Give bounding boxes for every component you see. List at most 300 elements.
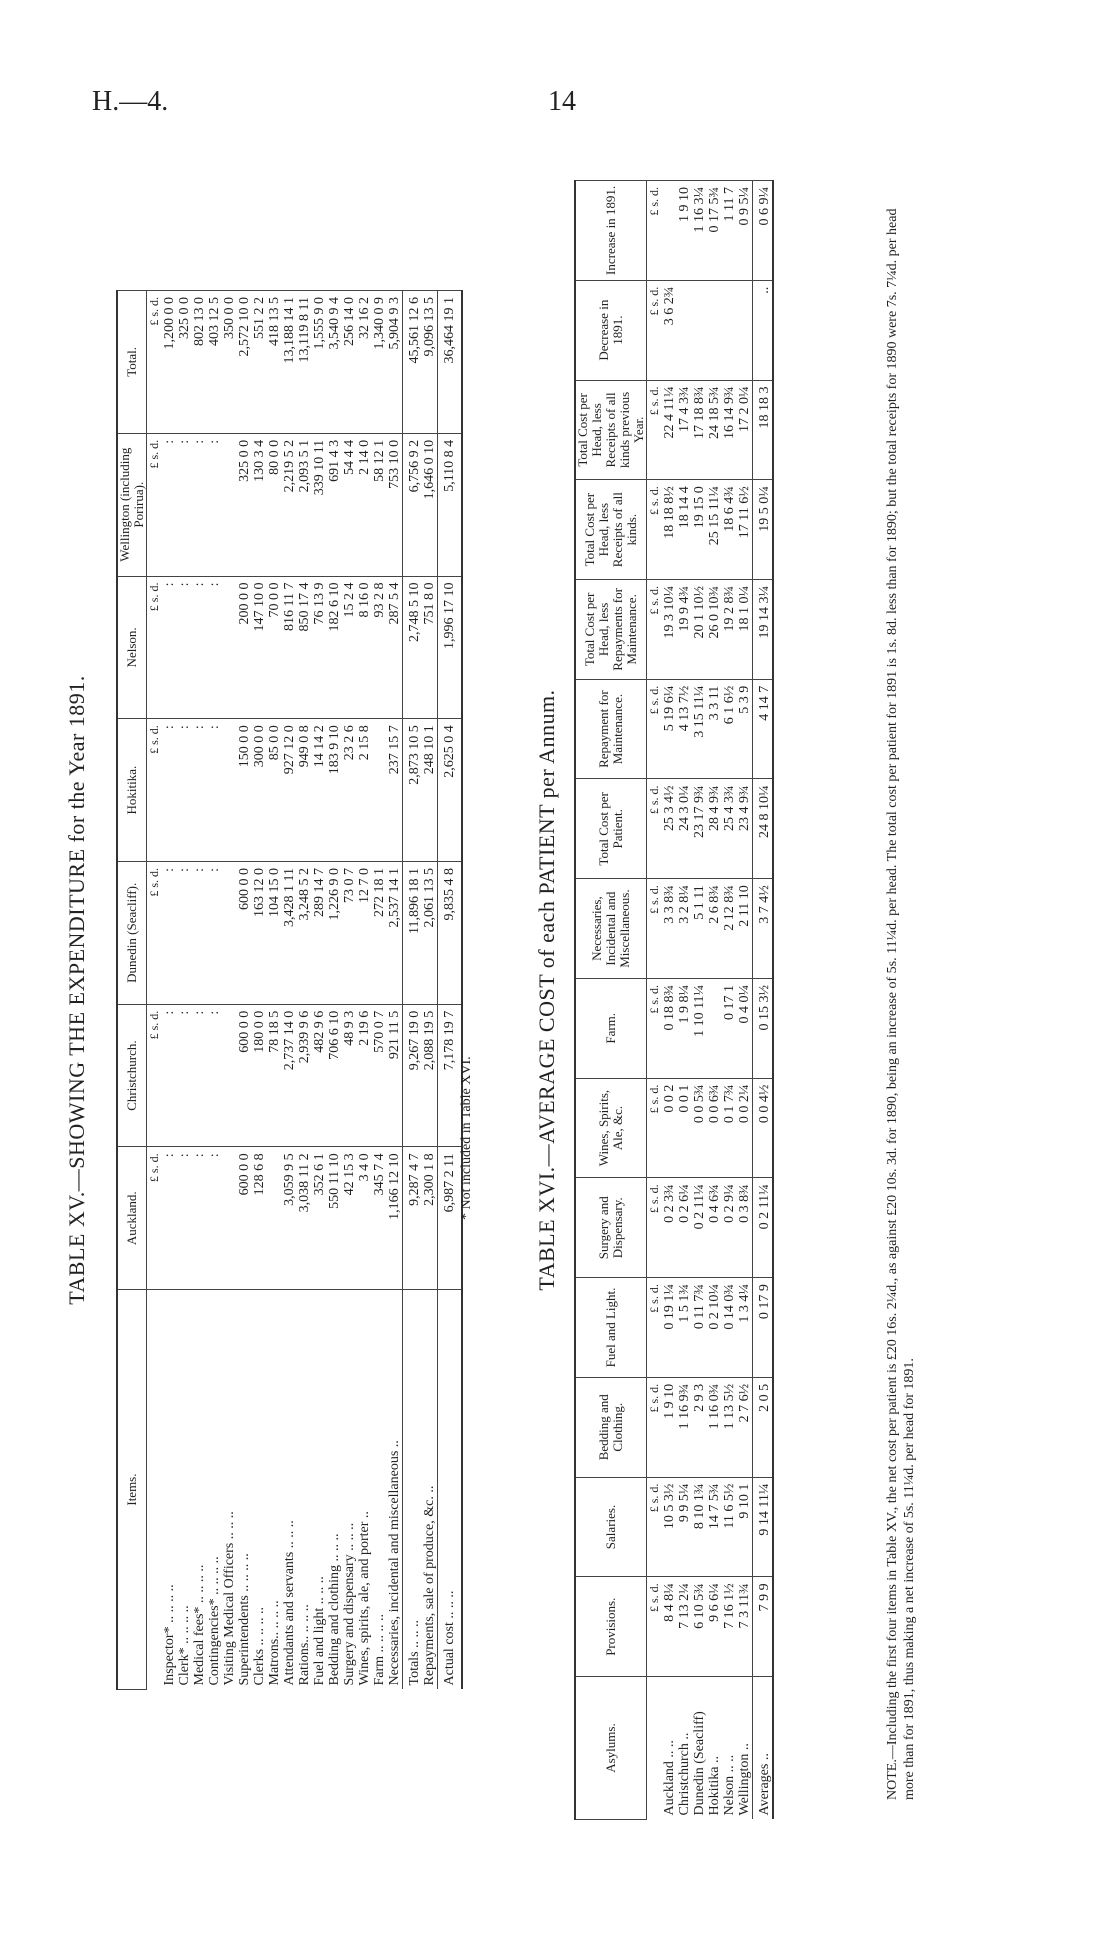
amount-cell: 2 6 8¾: [707, 879, 722, 979]
amount-cell: 6 1 6½: [722, 679, 737, 779]
table16-title: TABLE XVI.—AVERAGE COST of each PATIENT per Annum.: [534, 689, 559, 1291]
amount-cell: 691 4 3: [327, 433, 342, 576]
amount-cell: 3,059 9 5: [282, 1147, 297, 1290]
amount-cell: 15 2 4: [342, 576, 357, 719]
amount-cell: 2,300 1 8: [422, 1147, 438, 1290]
amount-cell: 12 7 0: [357, 861, 372, 1004]
amount-cell: 927 12 0: [282, 719, 297, 862]
amount-cell: 48 9 3: [342, 1004, 357, 1147]
amount-cell: 7 3 11¾: [737, 1577, 753, 1677]
amount-cell: [222, 719, 237, 862]
unit-label: £ s. d.: [647, 1577, 663, 1677]
amount-cell: 600 0 0: [237, 861, 252, 1004]
amount-cell: 9 6 6¼: [707, 1577, 722, 1677]
amount-cell: 17 4 3¾: [677, 380, 692, 480]
amount-cell: 1,646 0 10: [422, 433, 438, 576]
amount-cell: 147 10 0: [252, 576, 267, 719]
amount-cell: 1,200 0 0: [162, 291, 177, 434]
amount-cell: 0 18 8¾: [662, 978, 677, 1078]
unit-label: £ s. d.: [647, 480, 663, 580]
table16-col-header: Necessaries, Incidental and Miscellaneous.: [575, 879, 647, 979]
item-label: Clerk* .. .. .. ..: [177, 1290, 192, 1690]
amount-cell: 0 6 9¼: [753, 181, 774, 281]
amount-cell: 28 4 9¾: [707, 779, 722, 879]
amount-cell: 5 1 11: [692, 879, 707, 979]
table16-header-row: [575, 181, 647, 1820]
amount-cell: 0 3 8¾: [737, 1178, 753, 1278]
amount-cell: 7 9 9: [753, 1577, 774, 1677]
amount-cell: 4 14 7: [753, 679, 774, 779]
table-row: [222, 291, 237, 1690]
item-label: Fuel and light .. .. ..: [312, 1290, 327, 1690]
amount-cell: 237 15 7: [387, 719, 403, 862]
amount-cell: [372, 719, 387, 862]
asylum-label: Nelson .. ..: [722, 1677, 737, 1820]
table15-col-dunedin: Dunedin (Seacliff).: [117, 861, 147, 1004]
amount-cell: [222, 576, 237, 719]
amount-cell: 570 0 7: [372, 1004, 387, 1147]
amount-cell: :: [192, 433, 207, 576]
amount-cell: 2,088 19 5: [422, 1004, 438, 1147]
amount-cell: 22 4 11¼: [662, 380, 677, 480]
item-label: Visiting Medical Officers .. .. ..: [222, 1290, 237, 1690]
running-header: H.—4.: [92, 86, 169, 117]
amount-cell: 272 18 1: [372, 861, 387, 1004]
amount-cell: 85 0 0: [267, 719, 282, 862]
amount-cell: 8 4 8¼: [662, 1577, 677, 1677]
amount-cell: :: [162, 1147, 177, 1290]
amount-cell: :: [162, 576, 177, 719]
amount-cell: 183 9 10: [327, 719, 342, 862]
amount-cell: 54 4 4: [342, 433, 357, 576]
amount-cell: 2 9 3: [692, 1377, 707, 1477]
amount-cell: 11 6 5½: [722, 1477, 737, 1577]
amount-cell: 2,061 13 5: [422, 861, 438, 1004]
amount-cell: 26 0 10¾: [707, 580, 722, 680]
table16-col-header: Surgery and Dispensary.: [575, 1178, 647, 1278]
amount-cell: 14 14 2: [312, 719, 327, 862]
table15-title: TABLE XV.—SHOWING THE EXPENDITURE for the Year 1891.: [64, 675, 89, 1305]
unit-label: £ s. d.: [647, 1477, 663, 1577]
table16-col-header: Total Cost per Head, less Receipts of all kinds previous Year.: [575, 380, 647, 480]
table15-col-christchurch: Christchurch.: [117, 1004, 147, 1147]
amount-cell: 18 18 8½: [662, 480, 677, 580]
amount-cell: 9 14 11¼: [753, 1477, 774, 1577]
amount-cell: 350 0 0: [222, 291, 237, 434]
table-row: [237, 291, 252, 1690]
amount-cell: 9,096 13 5: [422, 291, 438, 434]
table-row: [312, 291, 327, 1690]
repayments-row: [422, 291, 438, 1690]
table16-body: [647, 181, 774, 1820]
table-row: [177, 291, 192, 1690]
amount-cell: 182 6 10: [327, 576, 342, 719]
amount-cell: 9 9 5¼: [677, 1477, 692, 1577]
amount-cell: 3 6 2¾: [662, 280, 677, 380]
asylum-label: Auckland .. ..: [662, 1677, 677, 1820]
amount-cell: [222, 861, 237, 1004]
amount-cell: 18 6 4¾: [722, 480, 737, 580]
item-label: Surgery and dispensary .. .. ..: [342, 1290, 357, 1690]
amount-cell: 3 15 11¼: [692, 679, 707, 779]
amount-cell: [707, 280, 722, 380]
amount-cell: 339 10 11: [312, 433, 327, 576]
amount-cell: 600 0 0: [237, 1147, 252, 1290]
amount-cell: 0 9 5¼: [737, 181, 753, 281]
amount-cell: 2,537 14 1: [387, 861, 403, 1004]
amount-cell: 19 15 0: [692, 480, 707, 580]
amount-cell: [222, 1147, 237, 1290]
amount-cell: 600 0 0: [237, 1004, 252, 1147]
amount-cell: 7,178 19 7: [438, 1004, 463, 1147]
amount-cell: 2,737 14 0: [282, 1004, 297, 1147]
table-row: [662, 181, 677, 1820]
amount-cell: 1,340 0 9: [372, 291, 387, 434]
amount-cell: 200 0 0: [237, 576, 252, 719]
amount-cell: :: [207, 1147, 222, 1290]
table16-col-header: Total Cost per Head, less Repayments for Maintenance.: [575, 580, 647, 680]
amount-cell: 13,119 8 11: [297, 291, 312, 434]
table16-col-header: Total Cost per Head, less Receipts of all kinds.: [575, 480, 647, 580]
amount-cell: 0 4 0¼: [737, 978, 753, 1078]
amount-cell: 76 13 9: [312, 576, 327, 719]
item-label: Totals .. .. ..: [403, 1290, 423, 1690]
amount-cell: [707, 978, 722, 1078]
unit-label: £ s. d.: [647, 1278, 663, 1378]
amount-cell: 289 14 7: [312, 861, 327, 1004]
amount-cell: 2,625 0 4: [438, 719, 463, 862]
unit-label: £ s. d.: [647, 679, 663, 779]
amount-cell: 78 18 5: [267, 1004, 282, 1147]
amount-cell: [737, 280, 753, 380]
unit-label: £ s. d.: [147, 576, 163, 719]
amount-cell: 7 16 1½: [722, 1577, 737, 1677]
amount-cell: 23 4 9¾: [737, 779, 753, 879]
amount-cell: :: [192, 861, 207, 1004]
amount-cell: 80 0 0: [267, 433, 282, 576]
amount-cell: 2,748 5 10: [403, 576, 423, 719]
amount-cell: 256 14 0: [342, 291, 357, 434]
amount-cell: 751 8 0: [422, 576, 438, 719]
amount-cell: 1 5 1¾: [677, 1278, 692, 1378]
amount-cell: 325 0 0: [237, 433, 252, 576]
amount-cell: 2,572 10 0: [237, 291, 252, 434]
amount-cell: :: [162, 861, 177, 1004]
amount-cell: 6 10 5¾: [692, 1577, 707, 1677]
amount-cell: 551 2 2: [252, 291, 267, 434]
amount-cell: 163 12 0: [252, 861, 267, 1004]
item-label: Clerks .. .. .. ..: [252, 1290, 267, 1690]
amount-cell: 9 10 1: [737, 1477, 753, 1577]
amount-cell: 0 17 9: [753, 1278, 774, 1378]
amount-cell: 9,835 4 8: [438, 861, 463, 1004]
unit-label: £ s. d.: [647, 1178, 663, 1278]
table-row: [162, 291, 177, 1690]
table15-col-hokitika: Hokitika.: [117, 719, 147, 862]
amount-cell: 2 19 6: [357, 1004, 372, 1147]
table-row: [327, 291, 342, 1690]
amount-cell: 921 11 5: [387, 1004, 403, 1147]
table-row: [722, 181, 737, 1820]
amount-cell: 8 10 1¾: [692, 1477, 707, 1577]
unit-label: £ s. d.: [647, 879, 663, 979]
amount-cell: 816 11 7: [282, 576, 297, 719]
table15-col-wellington: Wellington (including Porirua).: [117, 433, 147, 576]
table-row: [737, 181, 753, 1820]
amount-cell: 7 13 2¼: [677, 1577, 692, 1677]
item-label: Rations.. .. .. ..: [297, 1290, 312, 1690]
unit-label: £ s. d.: [647, 380, 663, 480]
unit-label: £ s. d.: [647, 580, 663, 680]
amount-cell: 802 13 0: [192, 291, 207, 434]
unit-label: £ s. d.: [147, 433, 163, 576]
amount-cell: :: [207, 433, 222, 576]
amount-cell: 2 0 5: [753, 1377, 774, 1477]
amount-cell: 2 15 8: [357, 719, 372, 862]
amount-cell: 45,561 12 6: [403, 291, 423, 434]
table16-col-header: Increase in 1891.: [575, 181, 647, 281]
amount-cell: [722, 280, 737, 380]
table16-col-header: Bedding and Clothing.: [575, 1377, 647, 1477]
table-row: [252, 291, 267, 1690]
item-label: Wines, spirits, ale, and porter ..: [357, 1290, 372, 1690]
item-label: Inspector* .. .. .. ..: [162, 1290, 177, 1690]
unit-label: £ s. d.: [647, 1377, 663, 1477]
amount-cell: :: [192, 1147, 207, 1290]
amount-cell: 2,219 5 2: [282, 433, 297, 576]
amount-cell: 11,896 18 1: [403, 861, 423, 1004]
amount-cell: :: [177, 576, 192, 719]
actual-cost-row: [438, 291, 463, 1690]
amount-cell: 2 7 6½: [737, 1377, 753, 1477]
amount-cell: 5 19 6¼: [662, 679, 677, 779]
amount-cell: 8 16 0: [357, 576, 372, 719]
amount-cell: 418 13 5: [267, 291, 282, 434]
amount-cell: :: [177, 1147, 192, 1290]
amount-cell: :: [162, 433, 177, 576]
amount-cell: 0 2 3¾: [662, 1178, 677, 1278]
amount-cell: 18 1 0¼: [737, 580, 753, 680]
amount-cell: :: [192, 576, 207, 719]
amount-cell: 1 13 5½: [722, 1377, 737, 1477]
table15-items-header: Items.: [117, 1290, 147, 1690]
amount-cell: 3 7 4½: [753, 879, 774, 979]
amount-cell: 42 15 3: [342, 1147, 357, 1290]
amount-cell: 403 12 5: [207, 291, 222, 434]
amount-cell: 24 8 10¼: [753, 779, 774, 879]
amount-cell: 2 11 10: [737, 879, 753, 979]
unit-label: £ s. d.: [647, 978, 663, 1078]
averages-row: [753, 181, 774, 1820]
amount-cell: 1,226 9 0: [327, 861, 342, 1004]
amount-cell: 25 4 3¾: [722, 779, 737, 879]
amount-cell: 0 17 1: [722, 978, 737, 1078]
asylum-label: Wellington ..: [737, 1677, 753, 1820]
amount-cell: 19 9 4¾: [677, 580, 692, 680]
amount-cell: [267, 1147, 282, 1290]
amount-cell: 5,904 9 3: [387, 291, 403, 434]
amount-cell: 0 11 7¾: [692, 1278, 707, 1378]
amount-cell: 0 2 11¼: [753, 1178, 774, 1278]
table15-col-nelson: Nelson.: [117, 576, 147, 719]
amount-cell: 0 0 5¾: [692, 1078, 707, 1178]
amount-cell: 3 4 0: [357, 1147, 372, 1290]
amount-cell: :: [162, 719, 177, 862]
item-label: Bedding and clothing .. .. ..: [327, 1290, 342, 1690]
amount-cell: :: [207, 861, 222, 1004]
table15-footnote: * Not included in Table XVI.: [459, 1056, 474, 1220]
amount-cell: 0 4 6¾: [707, 1178, 722, 1278]
table16-col-header: Farm.: [575, 978, 647, 1078]
amount-cell: 287 5 4: [387, 576, 403, 719]
amount-cell: 73 0 7: [342, 861, 357, 1004]
amount-cell: 1 16 3¼: [692, 181, 707, 281]
unit-label: £ s. d.: [647, 779, 663, 879]
amount-cell: 3,540 9 4: [327, 291, 342, 434]
amount-cell: 18 14 4: [677, 480, 692, 580]
amount-cell: 3 3 11: [707, 679, 722, 779]
amount-cell: 58 12 1: [372, 433, 387, 576]
table15-header-row: [117, 291, 147, 1690]
amount-cell: 850 17 4: [297, 576, 312, 719]
amount-cell: 17 18 8¾: [692, 380, 707, 480]
table16-col-header: Salaries.: [575, 1477, 647, 1577]
asylum-label: Dunedin (Seacliff): [692, 1677, 707, 1820]
amount-cell: 4 13 7½: [677, 679, 692, 779]
amount-cell: 3 3 8¾: [662, 879, 677, 979]
unit-label: £ s. d.: [147, 861, 163, 1004]
amount-cell: 23 2 6: [342, 719, 357, 862]
amount-cell: 0 15 3½: [753, 978, 774, 1078]
table-row: [207, 291, 222, 1690]
amount-cell: 325 0 0: [177, 291, 192, 434]
table16-col-header: Wines, Spirits, Ale, &c.: [575, 1078, 647, 1178]
amount-cell: 706 6 10: [327, 1004, 342, 1147]
table15-unit-row: [147, 291, 163, 1690]
amount-cell: 25 3 4½: [662, 779, 677, 879]
amount-cell: 93 2 8: [372, 576, 387, 719]
table-row: [282, 291, 297, 1690]
amount-cell: 0 0 1: [677, 1078, 692, 1178]
unit-label: £ s. d.: [647, 280, 663, 380]
table15-col-auckland: Auckland.: [117, 1147, 147, 1290]
item-label: Matrons.. .. .. ..: [267, 1290, 282, 1690]
amount-cell: 1 9 10: [677, 181, 692, 281]
amount-cell: :: [192, 1004, 207, 1147]
asylum-label: Averages ..: [753, 1677, 774, 1820]
amount-cell: 18 18 3: [753, 380, 774, 480]
amount-cell: 17 11 6½: [737, 480, 753, 580]
table-row: [267, 291, 282, 1690]
table15-expenditure: [116, 290, 463, 1690]
amount-cell: 32 16 2: [357, 291, 372, 434]
amount-cell: 2 14 0: [357, 433, 372, 576]
item-label: Repayments, sale of produce, &c. ..: [422, 1290, 438, 1690]
item-label: Attendants and servants .. .. ..: [282, 1290, 297, 1690]
amount-cell: 0 19 1¼: [662, 1278, 677, 1378]
table-row: [192, 291, 207, 1690]
amount-cell: 482 9 6: [312, 1004, 327, 1147]
amount-cell: 0 0 4½: [753, 1078, 774, 1178]
amount-cell: 1 9 8¼: [677, 978, 692, 1078]
table16-col-header: Repayment for Maintenance.: [575, 679, 647, 779]
amount-cell: 24 3 0¼: [677, 779, 692, 879]
amount-cell: 1 10 11¼: [692, 978, 707, 1078]
item-label: Contingencies* .. .. .. ..: [207, 1290, 222, 1690]
table16-unit-row: [647, 181, 663, 1820]
amount-cell: 753 10 0: [387, 433, 403, 576]
amount-cell: :: [177, 861, 192, 1004]
amount-cell: 6,756 9 2: [403, 433, 423, 576]
amount-cell: ..: [753, 280, 774, 380]
totals-row: [403, 291, 423, 1690]
table16-average-cost: [574, 180, 774, 1820]
amount-cell: 0 1 7¾: [722, 1078, 737, 1178]
table16-col-header: Fuel and Light.: [575, 1278, 647, 1378]
amount-cell: 3,038 11 2: [297, 1147, 312, 1290]
amount-cell: [662, 181, 677, 281]
amount-cell: :: [177, 1004, 192, 1147]
amount-cell: 0 2 6¼: [677, 1178, 692, 1278]
unit-label: £ s. d.: [147, 1004, 163, 1147]
amount-cell: 3 2 8¼: [677, 879, 692, 979]
item-label: Farm .. .. .. ..: [372, 1290, 387, 1690]
amount-cell: 19 5 0¼: [753, 480, 774, 580]
amount-cell: [222, 1004, 237, 1147]
table16-col-header: Provisions.: [575, 1577, 647, 1677]
amount-cell: 0 2 10¼: [707, 1278, 722, 1378]
amount-cell: 10 5 3½: [662, 1477, 677, 1577]
amount-cell: 104 15 0: [267, 861, 282, 1004]
amount-cell: 2,873 10 5: [403, 719, 423, 862]
amount-cell: 1,166 12 10: [387, 1147, 403, 1290]
amount-cell: 13,188 14 1: [282, 291, 297, 434]
amount-cell: 1 3 4¼: [737, 1278, 753, 1378]
amount-cell: 2,093 5 1: [297, 433, 312, 576]
item-label: Actual cost .. .. ..: [438, 1290, 463, 1690]
amount-cell: :: [162, 1004, 177, 1147]
amount-cell: 2 12 8¾: [722, 879, 737, 979]
asylum-label: Christchurch ..: [677, 1677, 692, 1820]
amount-cell: 0 2 11¼: [692, 1178, 707, 1278]
amount-cell: 0 0 2¼: [737, 1078, 753, 1178]
table-row: [677, 181, 692, 1820]
table-row: [692, 181, 707, 1820]
amount-cell: 1,996 17 10: [438, 576, 463, 719]
amount-cell: 70 0 0: [267, 576, 282, 719]
amount-cell: :: [177, 433, 192, 576]
unit-label: £ s. d.: [647, 1078, 663, 1178]
amount-cell: 25 15 11¼: [707, 480, 722, 580]
amount-cell: 130 3 4: [252, 433, 267, 576]
amount-cell: 16 14 9¾: [722, 380, 737, 480]
amount-cell: 36,464 19 1: [438, 291, 463, 434]
table15-col-total: Total.: [117, 291, 147, 434]
amount-cell: 6,987 2 11: [438, 1147, 463, 1290]
table-row: [357, 291, 372, 1690]
item-label: Medical fees* .. .. .. ..: [192, 1290, 207, 1690]
amount-cell: 19 3 10¼: [662, 580, 677, 680]
unit-label: £ s. d.: [147, 291, 163, 434]
amount-cell: 1 9 10: [662, 1377, 677, 1477]
amount-cell: [692, 280, 707, 380]
amount-cell: 9,287 4 7: [403, 1147, 423, 1290]
amount-cell: 1,555 9 0: [312, 291, 327, 434]
amount-cell: 180 0 0: [252, 1004, 267, 1147]
table-row: [707, 181, 722, 1820]
amount-cell: :: [192, 719, 207, 862]
amount-cell: 14 7 5¾: [707, 1477, 722, 1577]
